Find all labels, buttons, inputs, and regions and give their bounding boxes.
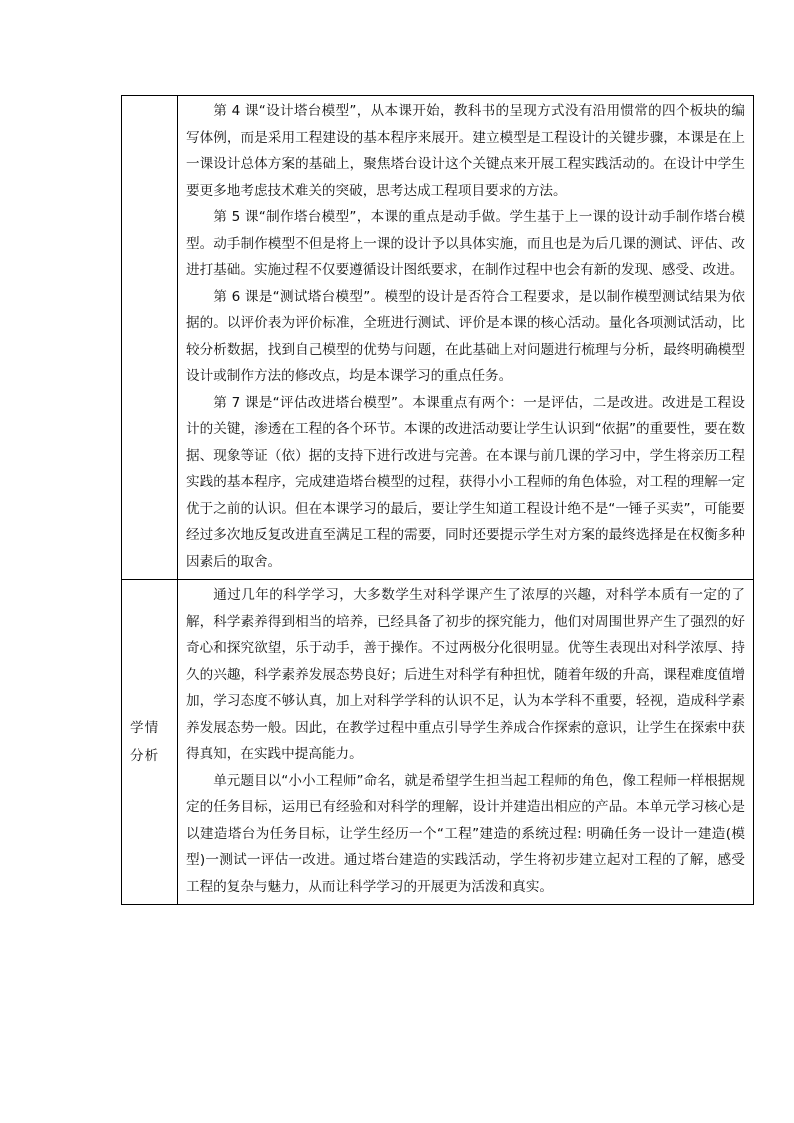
student-analysis-label: 学情分析 [130,720,160,764]
table-row-lesson-content [122,96,754,580]
paragraph-lesson-4: 第 4 课“设计塔台模型”，从本课开始，教科书的呈现方式没有沿用惯常的四个板块的编写体例，而是采用工程建设的基本程序来展开。建立模型是工程设计的关键步骤，本课是在上一课设计总体方案的基础上，聚焦塔台设计这个关键点来开展工程实践活动的。在设计中学生要更多地考虑技术难关的突破，思考达成工程项目要求的方法。 [186,103,745,199]
table-row-student-analysis [122,580,754,905]
student-analysis-content-cell [178,580,754,905]
paragraph-lesson-6: 第 6 课是“测试塔台模型”。模型的设计是否符合工程要求，是以制作模型测试结果为依据的。以评价表为评价标准，全班进行测试、评价是本课的核心活动。量化各项测试活动，比较分析数据，找到自己模型的优势与问题，在此基础上对问题进行梳理与分析，最终明确模型设计或制作方法的修改点，均是本课学习的重点任务。 [186,288,745,384]
paragraph-student-situation: 通过几年的科学学习，大多数学生对科学课产生了浓厚的兴趣，对科学本质有一定的了解，科学素养得到相当的培养，已经具备了初步的探究能力，他们对周围世界产生了强烈的好奇心和探究欲望，乐于动手，善于操作。不过两极分化很明显。优等生表现出对科学浓厚、持久的兴趣，科学素养发展态势良好；后进生对科学有种担忧，随着年级的升高，课程难度值增加，学习态度不够认真，加上对科学学科的认识不足，认为本学科不重要，轻视，造成科学素养发展态势一般。因此，在教学过程中重点引导学生养成合作探索的意识，让学生在探索中获得真知，在实践中提高能力。 [186,587,745,762]
lesson-content-cell [178,96,754,580]
row-label-student-analysis [122,580,178,905]
lesson-plan-table [121,95,754,905]
paragraph-unit-theme: 单元题目以“小小工程师”命名，就是希望学生担当起工程师的角色，像工程师一样根据规定的任务目标，运用已有经验和对科学的理解，设计并建造出相应的产品。本单元学习核心是以建造塔台为任务目标，让学生经历一个“工程”建造的系统过程: 明确任务一设计一建造(模型)一测试一评估一改进。通过塔台建造的实践活动，学生将初步建立起对工程的了解，感受工程的复杂与魅力，从而让科学学习的开展更为活泼和真实。 [186,772,745,895]
row-label-empty [122,96,178,580]
paragraph-lesson-5: 第 5 课“制作塔台模型”，本课的重点是动手做。学生基于上一课的设计动手制作塔台模型。动手制作模型不但是将上一课的设计予以具体实施，而且也是为后几课的测试、评估、改进打基础。实施过程不仅要遵循设计图纸要求，在制作过程中也会有新的发现、感受、改进。 [186,209,745,278]
paragraph-lesson-7: 第 7 课是“评估改进塔台模型”。本课重点有两个：一是评估，二是改进。改进是工程设计的关键，渗透在工程的各个环节。本课的改进活动要让学生认识到“依据”的重要性，要在数据、现象等证（依）据的支持下进行改进与完善。在本课与前几课的学习中，学生将亲历工程实践的基本程序，完成建造塔台模型的过程，获得小小工程师的角色体验，对工程的理解一定优于之前的认识。但在本课学习的最后，要让学生知道工程设计绝不是“一锤子买卖”，可能要经过多次地反复改进直至满足工程的需要，同时还要提示学生对方案的最终选择是在权衡多种因素后的取舍。 [186,394,745,570]
